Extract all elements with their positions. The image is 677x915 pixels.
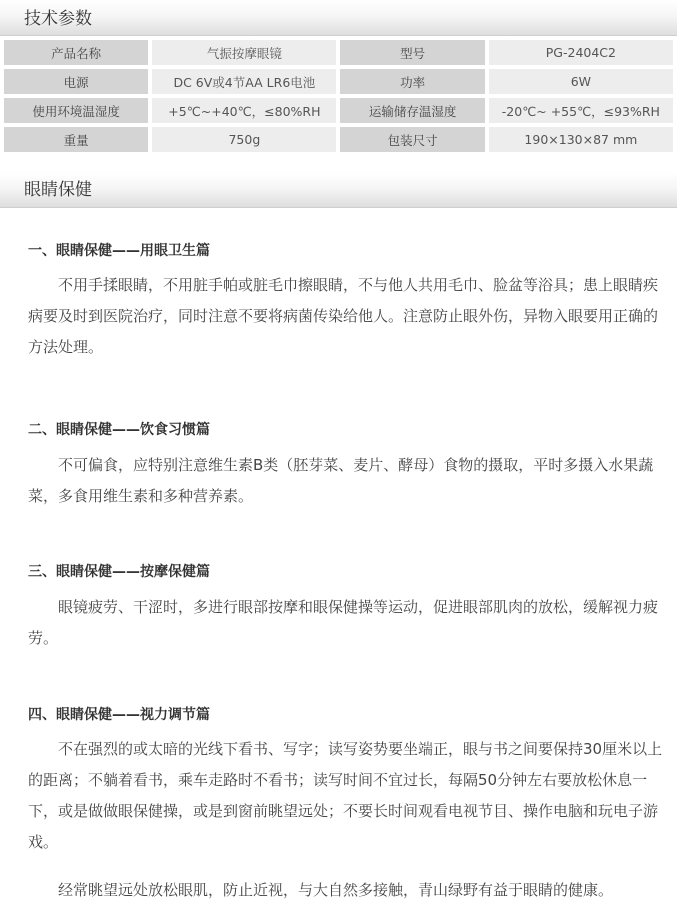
spec-value-storage-env: -20℃~ +55℃，≤93%RH — [489, 98, 673, 123]
section-heading-diet: 二、眼睛保健——饮食习惯篇 — [28, 422, 210, 438]
spec-value-model: PG-2404C2 — [489, 40, 673, 65]
spec-label-power-source: 电源 — [4, 69, 148, 94]
spec-value-package-size: 190×130×87 mm — [489, 127, 673, 152]
spec-value-operating-env: +5℃~+40℃，≤80%RH — [152, 98, 336, 123]
spec-label-operating-env: 使用环境温湿度 — [4, 98, 148, 123]
spec-label-package-size: 包装尺寸 — [340, 127, 484, 152]
section-paragraph-massage: 眼镜疲劳、干涩时，多进行眼部按摩和眼保健操等运动，促进眼部肌肉的放松，缓解视力疲劳。 — [28, 598, 659, 647]
spec-table — [0, 36, 677, 156]
spec-value-product-name: 气振按摩眼镜 — [152, 40, 336, 65]
section-heading-hygiene: 一、眼睛保健——用眼卫生篇 — [28, 243, 210, 259]
section-paragraph-hygiene: 不用手揉眼睛，不用脏手帕或脏毛巾擦眼睛，不与他人共用毛巾、脸盆等浴具；患上眼睛疾病要及时到医院治疗，同时注意不要将病菌传染给他人。注意防止眼外伤，异物入眼要用正确的方法处理。 — [28, 276, 659, 356]
spec-header-band — [0, 0, 677, 36]
section-heading-vision: 四、眼睛保健——视力调节篇 — [28, 707, 210, 723]
spec-label-storage-env: 运输储存温湿度 — [340, 98, 484, 123]
spec-value-power: 6W — [489, 69, 673, 94]
section-paragraph-diet: 不可偏食，应特别注意维生素B类（胚芽菜、麦片、酵母）食物的摄取，平时多摄入水果蔬菜，多食用维生素和多种营养素。 — [28, 456, 654, 505]
section-paragraph-vision: 不在强烈的或太暗的光线下看书、写字；读写姿势要坐端正，眼与书之间要保持30厘米以上的距离；不躺着看书，乘车走路时不看书；读写时间不宜过长，每隔50分钟左右要放松休息一下，或是做做眼保健操，或是到窗前眺望远处；不要长时间观看电视节目、操作电脑和玩电子游戏。 — [28, 740, 663, 851]
spec-label-model: 型号 — [340, 40, 484, 65]
spec-label-power: 功率 — [340, 69, 484, 94]
spec-row — [4, 127, 673, 152]
spec-row — [4, 69, 673, 94]
spec-title: 技术参数 — [24, 9, 92, 29]
eye-care-header-band — [0, 172, 677, 208]
spec-row — [4, 40, 673, 65]
spec-value-power-source: DC 6V或4节AA LR6电池 — [152, 69, 336, 94]
spec-value-weight: 750g — [152, 127, 336, 152]
spec-label-weight: 重量 — [4, 127, 148, 152]
section-paragraph-vision-tip: 经常眺望远处放松眼肌，防止近视，与大自然多接触，青山绿野有益于眼睛的健康。 — [58, 881, 614, 899]
spec-row — [4, 98, 673, 123]
section-heading-massage: 三、眼睛保健——按摩保健篇 — [28, 564, 210, 580]
spec-label-product-name: 产品名称 — [4, 40, 148, 65]
eye-care-title: 眼睛保健 — [24, 180, 92, 200]
